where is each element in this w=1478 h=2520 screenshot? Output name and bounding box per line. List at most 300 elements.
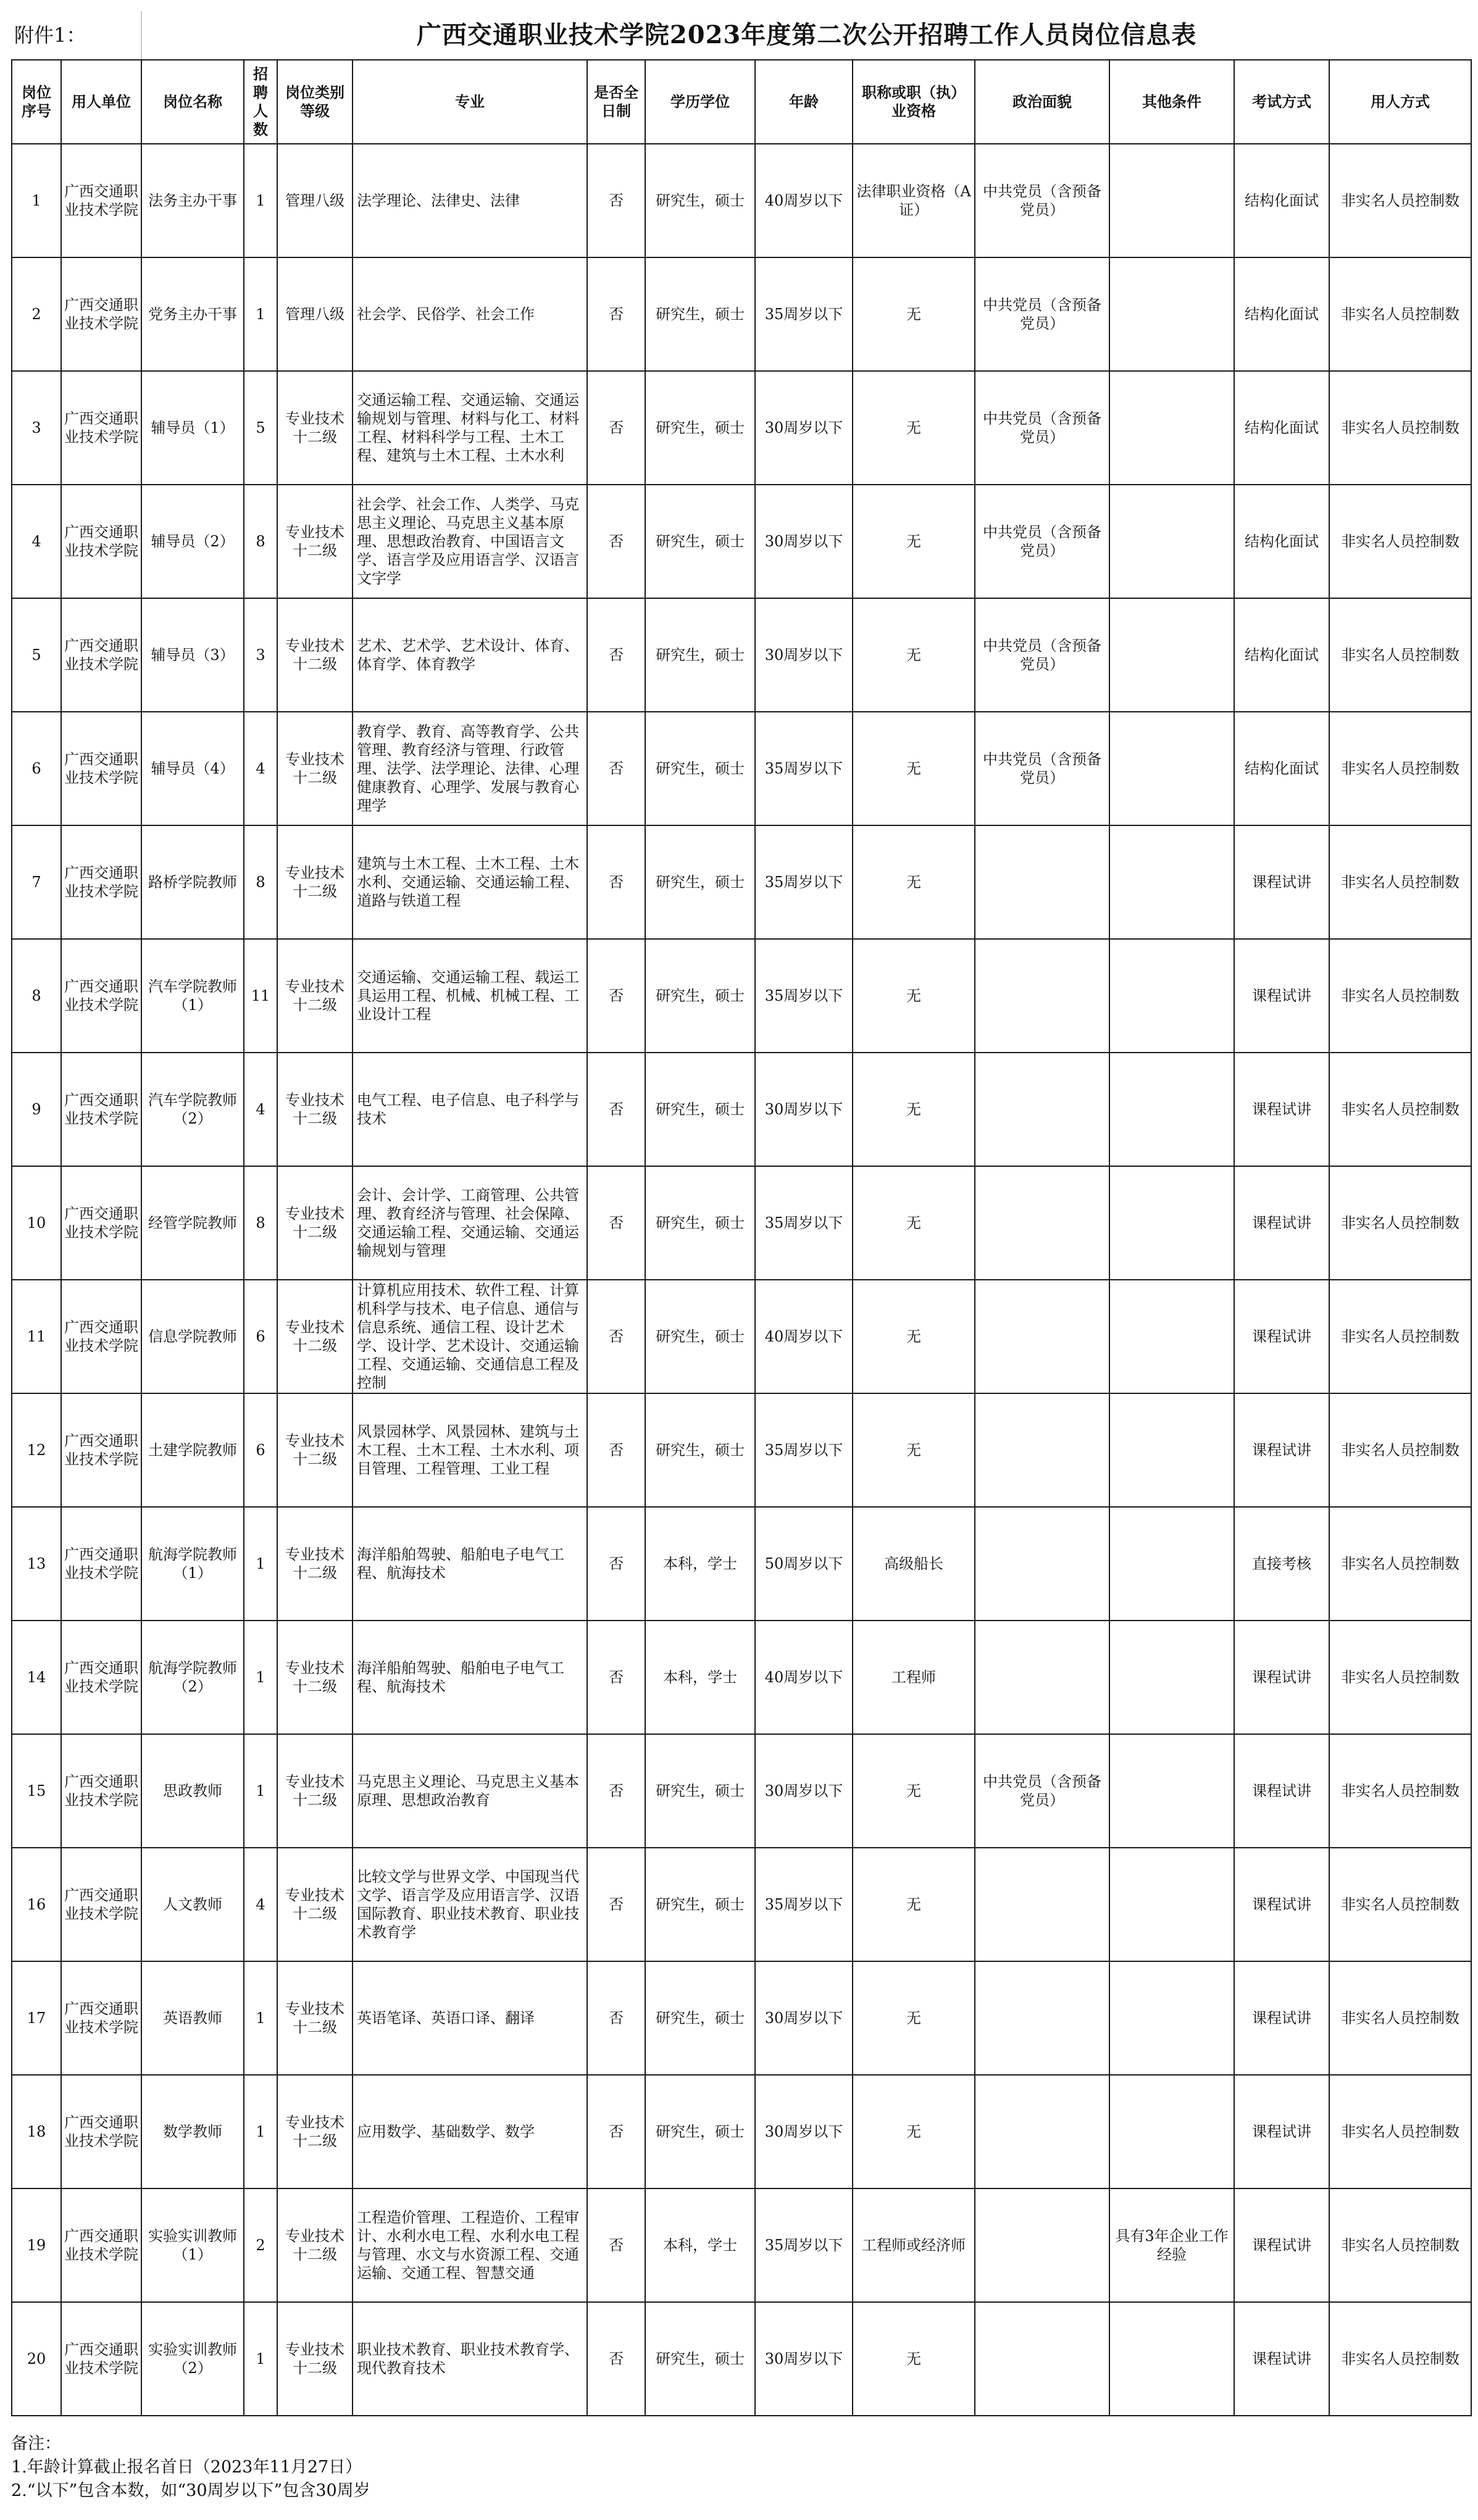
age-cell: 30周岁以下 — [755, 2302, 853, 2416]
age-cell: 35周岁以下 — [755, 1848, 853, 1961]
major-cell: 电气工程、电子信息、电子科学与技术 — [353, 1053, 587, 1166]
employment-method-cell: 非实名人员控制数 — [1329, 1848, 1471, 1961]
exam-method-cell: 课程试讲 — [1234, 1280, 1329, 1393]
exam-method-cell: 结构化面试 — [1234, 371, 1329, 485]
fulltime-cell: 否 — [587, 1961, 645, 2075]
age-cell: 30周岁以下 — [755, 1734, 853, 1848]
post-number-cell: 1 — [12, 144, 61, 257]
exam-method-cell: 结构化面试 — [1234, 485, 1329, 598]
post-level-cell: 管理八级 — [277, 144, 353, 257]
exam-method-cell: 直接考核 — [1234, 1507, 1329, 1621]
headcount-cell: 1 — [244, 1507, 277, 1621]
post-level-cell: 专业技术十二级 — [277, 485, 353, 598]
age-cell: 35周岁以下 — [755, 2188, 853, 2302]
table-row — [12, 144, 1471, 257]
headcount-cell: 5 — [244, 371, 277, 485]
political-status-cell: 中共党员（含预备党员） — [975, 712, 1109, 825]
post-level-cell: 专业技术十二级 — [277, 1280, 353, 1393]
degree-cell: 本科，学士 — [645, 1507, 755, 1621]
fulltime-cell: 否 — [587, 2302, 645, 2416]
post-number-cell: 8 — [12, 939, 61, 1053]
political-status-cell: 中共党员（含预备党员） — [975, 371, 1109, 485]
degree-cell: 研究生，硕士 — [645, 939, 755, 1053]
table-row — [12, 1166, 1471, 1280]
degree-cell: 研究生，硕士 — [645, 257, 755, 371]
exam-method-cell: 课程试讲 — [1234, 1848, 1329, 1961]
column-header: 用人单位 — [61, 60, 141, 144]
post-level-cell: 专业技术十二级 — [277, 1961, 353, 2075]
other-conditions-cell — [1109, 144, 1234, 257]
fulltime-cell: 否 — [587, 1280, 645, 1393]
post-name-cell: 辅导员（4） — [141, 712, 244, 825]
employer-cell: 广西交通职业技术学院 — [61, 485, 141, 598]
post-level-cell: 专业技术十二级 — [277, 939, 353, 1053]
qualification-cell: 无 — [853, 825, 975, 939]
fulltime-cell: 否 — [587, 1621, 645, 1734]
post-number-cell: 18 — [12, 2075, 61, 2188]
qualification-cell: 无 — [853, 939, 975, 1053]
headcount-cell: 1 — [244, 1734, 277, 1848]
fulltime-cell: 否 — [587, 1053, 645, 1166]
fulltime-cell: 否 — [587, 1507, 645, 1621]
degree-cell: 本科，学士 — [645, 2188, 755, 2302]
employer-cell: 广西交通职业技术学院 — [61, 1053, 141, 1166]
column-header: 政治面貌 — [975, 60, 1109, 144]
fulltime-cell: 否 — [587, 939, 645, 1053]
age-cell: 30周岁以下 — [755, 1053, 853, 1166]
political-status-cell — [975, 2302, 1109, 2416]
exam-method-cell: 课程试讲 — [1234, 1621, 1329, 1734]
recruitment-sheet — [11, 11, 1471, 2416]
other-conditions-cell — [1109, 257, 1234, 371]
headcount-cell: 4 — [244, 1848, 277, 1961]
table-row — [12, 485, 1471, 598]
fulltime-cell: 否 — [587, 371, 645, 485]
post-number-cell: 2 — [12, 257, 61, 371]
table-row — [12, 1393, 1471, 1507]
degree-cell: 研究生，硕士 — [645, 1734, 755, 1848]
post-number-cell: 3 — [12, 371, 61, 485]
employment-method-cell: 非实名人员控制数 — [1329, 1507, 1471, 1621]
degree-cell: 研究生，硕士 — [645, 1393, 755, 1507]
table-row — [12, 1734, 1471, 1848]
table-row — [12, 1053, 1471, 1166]
table-row — [12, 1507, 1471, 1621]
exam-method-cell: 课程试讲 — [1234, 1053, 1329, 1166]
employment-method-cell: 非实名人员控制数 — [1329, 1280, 1471, 1393]
headcount-cell: 8 — [244, 1166, 277, 1280]
column-header: 年龄 — [755, 60, 853, 144]
qualification-cell: 法律职业资格（A证） — [853, 144, 975, 257]
major-cell: 法学理论、法律史、法律 — [353, 144, 587, 257]
employer-cell: 广西交通职业技术学院 — [61, 712, 141, 825]
other-conditions-cell — [1109, 598, 1234, 712]
employer-cell: 广西交通职业技术学院 — [61, 825, 141, 939]
post-name-cell: 人文教师 — [141, 1848, 244, 1961]
political-status-cell: 中共党员（含预备党员） — [975, 144, 1109, 257]
qualification-cell: 无 — [853, 1848, 975, 1961]
column-header: 学历学位 — [645, 60, 755, 144]
qualification-cell: 无 — [853, 1393, 975, 1507]
post-level-cell: 专业技术十二级 — [277, 2075, 353, 2188]
political-status-cell — [975, 1280, 1109, 1393]
post-name-cell: 土建学院教师 — [141, 1393, 244, 1507]
post-name-cell: 数学教师 — [141, 2075, 244, 2188]
major-cell: 英语笔译、英语口译、翻译 — [353, 1961, 587, 2075]
age-cell: 30周岁以下 — [755, 2075, 853, 2188]
degree-cell: 研究生，硕士 — [645, 825, 755, 939]
post-level-cell: 管理八级 — [277, 257, 353, 371]
exam-method-cell: 课程试讲 — [1234, 939, 1329, 1053]
major-cell: 马克思主义理论、马克思主义基本原理、思想政治教育 — [353, 1734, 587, 1848]
qualification-cell: 工程师或经济师 — [853, 2188, 975, 2302]
major-cell: 社会学、社会工作、人类学、马克思主义理论、马克思主义基本原理、思想政治教育、中国语言文学、语言学及应用语言学、汉语言文字学 — [353, 485, 587, 598]
major-cell: 计算机应用技术、软件工程、计算机科学与技术、电子信息、通信与信息系统、通信工程、设计艺术学、设计学、艺术设计、交通运输工程、交通运输、交通信息工程及控制 — [353, 1280, 587, 1393]
headcount-cell: 1 — [244, 1961, 277, 2075]
age-cell: 35周岁以下 — [755, 712, 853, 825]
employer-cell: 广西交通职业技术学院 — [61, 2188, 141, 2302]
major-cell: 风景园林学、风景园林、建筑与土木工程、土木工程、土木水利、项目管理、工程管理、工业工程 — [353, 1393, 587, 1507]
post-number-cell: 19 — [12, 2188, 61, 2302]
other-conditions-cell — [1109, 1621, 1234, 1734]
political-status-cell — [975, 2075, 1109, 2188]
post-number-cell: 15 — [12, 1734, 61, 1848]
political-status-cell: 中共党员（含预备党员） — [975, 485, 1109, 598]
post-name-cell: 路桥学院教师 — [141, 825, 244, 939]
employer-cell: 广西交通职业技术学院 — [61, 1734, 141, 1848]
post-name-cell: 航海学院教师（2） — [141, 1621, 244, 1734]
post-number-cell: 20 — [12, 2302, 61, 2416]
note-item-2: 2.“以下”包含本数，如“30周岁以下”包含30周岁 — [11, 2481, 370, 2500]
degree-cell: 研究生，硕士 — [645, 371, 755, 485]
headcount-cell: 11 — [244, 939, 277, 1053]
post-name-cell: 法务主办干事 — [141, 144, 244, 257]
political-status-cell — [975, 1507, 1109, 1621]
age-cell: 35周岁以下 — [755, 939, 853, 1053]
post-number-cell: 6 — [12, 712, 61, 825]
notes-heading: 备注： — [11, 2434, 61, 2453]
employment-method-cell: 非实名人员控制数 — [1329, 1053, 1471, 1166]
age-cell: 30周岁以下 — [755, 598, 853, 712]
political-status-cell — [975, 939, 1109, 1053]
post-name-cell: 实验实训教师（2） — [141, 2302, 244, 2416]
other-conditions-cell — [1109, 1166, 1234, 1280]
degree-cell: 研究生，硕士 — [645, 1848, 755, 1961]
qualification-cell: 无 — [853, 712, 975, 825]
post-name-cell: 信息学院教师 — [141, 1280, 244, 1393]
headcount-cell: 1 — [244, 2075, 277, 2188]
employment-method-cell: 非实名人员控制数 — [1329, 825, 1471, 939]
post-level-cell: 专业技术十二级 — [277, 1848, 353, 1961]
degree-cell: 研究生，硕士 — [645, 1166, 755, 1280]
political-status-cell — [975, 1621, 1109, 1734]
other-conditions-cell — [1109, 485, 1234, 598]
age-cell: 40周岁以下 — [755, 1621, 853, 1734]
employment-method-cell: 非实名人员控制数 — [1329, 1621, 1471, 1734]
fulltime-cell: 否 — [587, 2188, 645, 2302]
table-row — [12, 371, 1471, 485]
headcount-cell: 1 — [244, 144, 277, 257]
post-name-cell: 辅导员（2） — [141, 485, 244, 598]
note-item-1: 1.年龄计算截止报名首日（2023年11月27日） — [11, 2458, 362, 2477]
employer-cell: 广西交通职业技术学院 — [61, 144, 141, 257]
qualification-cell: 高级船长 — [853, 1507, 975, 1621]
column-header: 职称或职（执）业资格 — [853, 60, 975, 144]
political-status-cell — [975, 1848, 1109, 1961]
positions-table — [11, 11, 1472, 2416]
table-body — [12, 144, 1471, 2416]
post-level-cell: 专业技术十二级 — [277, 1507, 353, 1621]
political-status-cell: 中共党员（含预备党员） — [975, 1734, 1109, 1848]
other-conditions-cell — [1109, 1961, 1234, 2075]
age-cell: 30周岁以下 — [755, 1961, 853, 2075]
post-level-cell: 专业技术十二级 — [277, 712, 353, 825]
fulltime-cell: 否 — [587, 1393, 645, 1507]
employment-method-cell: 非实名人员控制数 — [1329, 257, 1471, 371]
political-status-cell: 中共党员（含预备党员） — [975, 257, 1109, 371]
political-status-cell — [975, 1166, 1109, 1280]
major-cell: 建筑与土木工程、土木工程、土木水利、交通运输、交通运输工程、道路与铁道工程 — [353, 825, 587, 939]
column-header: 是否全日制 — [587, 60, 645, 144]
table-row — [12, 1848, 1471, 1961]
age-cell: 40周岁以下 — [755, 1280, 853, 1393]
exam-method-cell: 课程试讲 — [1234, 1393, 1329, 1507]
exam-method-cell: 课程试讲 — [1234, 2075, 1329, 2188]
qualification-cell: 无 — [853, 2075, 975, 2188]
age-cell: 35周岁以下 — [755, 1166, 853, 1280]
other-conditions-cell — [1109, 1848, 1234, 1961]
employment-method-cell: 非实名人员控制数 — [1329, 1166, 1471, 1280]
header-row — [12, 60, 1471, 144]
post-name-cell: 汽车学院教师（2） — [141, 1053, 244, 1166]
employer-cell: 广西交通职业技术学院 — [61, 1848, 141, 1961]
qualification-cell: 无 — [853, 485, 975, 598]
post-level-cell: 专业技术十二级 — [277, 825, 353, 939]
column-header: 岗位序号 — [12, 60, 61, 144]
column-header: 岗位名称 — [141, 60, 244, 144]
major-cell: 会计、会计学、工商管理、公共管理、教育经济与管理、社会保障、交通运输工程、交通运输、交通运输规划与管理 — [353, 1166, 587, 1280]
headcount-cell: 8 — [244, 485, 277, 598]
political-status-cell — [975, 1961, 1109, 2075]
headcount-cell: 2 — [244, 2188, 277, 2302]
post-level-cell: 专业技术十二级 — [277, 1393, 353, 1507]
degree-cell: 研究生，硕士 — [645, 1053, 755, 1166]
exam-method-cell: 结构化面试 — [1234, 257, 1329, 371]
fulltime-cell: 否 — [587, 2075, 645, 2188]
table-row — [12, 825, 1471, 939]
column-header: 专业 — [353, 60, 587, 144]
employment-method-cell: 非实名人员控制数 — [1329, 371, 1471, 485]
major-cell: 海洋船舶驾驶、船舶电子电气工程、航海技术 — [353, 1507, 587, 1621]
employment-method-cell: 非实名人员控制数 — [1329, 1961, 1471, 2075]
fulltime-cell: 否 — [587, 598, 645, 712]
employer-cell: 广西交通职业技术学院 — [61, 371, 141, 485]
age-cell: 35周岁以下 — [755, 1393, 853, 1507]
major-cell: 交通运输、交通运输工程、载运工具运用工程、机械、机械工程、工业设计工程 — [353, 939, 587, 1053]
post-number-cell: 9 — [12, 1053, 61, 1166]
degree-cell: 研究生，硕士 — [645, 598, 755, 712]
table-row — [12, 2075, 1471, 2188]
post-name-cell: 党务主办干事 — [141, 257, 244, 371]
employer-cell: 广西交通职业技术学院 — [61, 1961, 141, 2075]
post-name-cell: 辅导员（3） — [141, 598, 244, 712]
headcount-cell: 4 — [244, 712, 277, 825]
employment-method-cell: 非实名人员控制数 — [1329, 144, 1471, 257]
table-row — [12, 2188, 1471, 2302]
fulltime-cell: 否 — [587, 1734, 645, 1848]
fulltime-cell: 否 — [587, 712, 645, 825]
employer-cell: 广西交通职业技术学院 — [61, 2075, 141, 2188]
post-name-cell: 思政教师 — [141, 1734, 244, 1848]
headcount-cell: 1 — [244, 2302, 277, 2416]
other-conditions-cell — [1109, 2075, 1234, 2188]
post-level-cell: 专业技术十二级 — [277, 371, 353, 485]
employer-cell: 广西交通职业技术学院 — [61, 598, 141, 712]
other-conditions-cell — [1109, 1393, 1234, 1507]
table-row — [12, 1961, 1471, 2075]
age-cell: 40周岁以下 — [755, 144, 853, 257]
age-cell: 35周岁以下 — [755, 257, 853, 371]
employment-method-cell: 非实名人员控制数 — [1329, 2188, 1471, 2302]
exam-method-cell: 课程试讲 — [1234, 2302, 1329, 2416]
political-status-cell: 中共党员（含预备党员） — [975, 598, 1109, 712]
other-conditions-cell — [1109, 1053, 1234, 1166]
employment-method-cell: 非实名人员控制数 — [1329, 2075, 1471, 2188]
exam-method-cell: 结构化面试 — [1234, 144, 1329, 257]
employer-cell: 广西交通职业技术学院 — [61, 939, 141, 1053]
other-conditions-cell — [1109, 371, 1234, 485]
employment-method-cell: 非实名人员控制数 — [1329, 712, 1471, 825]
employer-cell: 广西交通职业技术学院 — [61, 2302, 141, 2416]
age-cell: 30周岁以下 — [755, 485, 853, 598]
other-conditions-cell — [1109, 1734, 1234, 1848]
table-row — [12, 598, 1471, 712]
column-header: 招聘人数 — [244, 60, 277, 144]
post-number-cell: 16 — [12, 1848, 61, 1961]
major-cell: 职业技术教育、职业技术教育学、现代教育技术 — [353, 2302, 587, 2416]
post-name-cell: 辅导员（1） — [141, 371, 244, 485]
headcount-cell: 4 — [244, 1053, 277, 1166]
post-name-cell: 经管学院教师 — [141, 1166, 244, 1280]
political-status-cell — [975, 825, 1109, 939]
fulltime-cell: 否 — [587, 144, 645, 257]
employer-cell: 广西交通职业技术学院 — [61, 257, 141, 371]
age-cell: 35周岁以下 — [755, 825, 853, 939]
post-number-cell: 11 — [12, 1280, 61, 1393]
degree-cell: 研究生，硕士 — [645, 1280, 755, 1393]
major-cell: 教育学、教育、高等教育学、公共管理、教育经济与管理、行政管理、法学、法学理论、法律、心理健康教育、心理学、发展与教育心理学 — [353, 712, 587, 825]
fulltime-cell: 否 — [587, 1166, 645, 1280]
qualification-cell: 无 — [853, 598, 975, 712]
employer-cell: 广西交通职业技术学院 — [61, 1280, 141, 1393]
employment-method-cell: 非实名人员控制数 — [1329, 939, 1471, 1053]
major-cell: 海洋船舶驾驶、船舶电子电气工程、航海技术 — [353, 1621, 587, 1734]
table-row — [12, 2302, 1471, 2416]
degree-cell: 研究生，硕士 — [645, 712, 755, 825]
post-name-cell: 航海学院教师（1） — [141, 1507, 244, 1621]
column-header: 考试方式 — [1234, 60, 1329, 144]
degree-cell: 本科，学士 — [645, 1621, 755, 1734]
other-conditions-cell: 具有3年企业工作经验 — [1109, 2188, 1234, 2302]
employment-method-cell: 非实名人员控制数 — [1329, 2302, 1471, 2416]
major-cell: 交通运输工程、交通运输、交通运输规划与管理、材料与化工、材料工程、材料科学与工程、土木工程、建筑与土木工程、土木水利 — [353, 371, 587, 485]
post-level-cell: 专业技术十二级 — [277, 1166, 353, 1280]
headcount-cell: 3 — [244, 598, 277, 712]
other-conditions-cell — [1109, 939, 1234, 1053]
other-conditions-cell — [1109, 1280, 1234, 1393]
post-number-cell: 10 — [12, 1166, 61, 1280]
qualification-cell: 无 — [853, 1053, 975, 1166]
degree-cell: 研究生，硕士 — [645, 2302, 755, 2416]
qualification-cell: 无 — [853, 1734, 975, 1848]
fulltime-cell: 否 — [587, 825, 645, 939]
table-row — [12, 1280, 1471, 1393]
other-conditions-cell — [1109, 1507, 1234, 1621]
fulltime-cell: 否 — [587, 1848, 645, 1961]
post-level-cell: 专业技术十二级 — [277, 2188, 353, 2302]
age-cell: 30周岁以下 — [755, 371, 853, 485]
qualification-cell: 无 — [853, 257, 975, 371]
qualification-cell: 无 — [853, 1961, 975, 2075]
post-level-cell: 专业技术十二级 — [277, 1621, 353, 1734]
political-status-cell — [975, 2188, 1109, 2302]
employment-method-cell: 非实名人员控制数 — [1329, 485, 1471, 598]
post-name-cell: 英语教师 — [141, 1961, 244, 2075]
degree-cell: 研究生，硕士 — [645, 1961, 755, 2075]
degree-cell: 研究生，硕士 — [645, 2075, 755, 2188]
column-header: 岗位类别等级 — [277, 60, 353, 144]
qualification-cell: 无 — [853, 1280, 975, 1393]
table-row — [12, 257, 1471, 371]
post-number-cell: 12 — [12, 1393, 61, 1507]
employer-cell: 广西交通职业技术学院 — [61, 1166, 141, 1280]
post-number-cell: 5 — [12, 598, 61, 712]
post-number-cell: 4 — [12, 485, 61, 598]
post-number-cell: 7 — [12, 825, 61, 939]
post-level-cell: 专业技术十二级 — [277, 1053, 353, 1166]
major-cell: 社会学、民俗学、社会工作 — [353, 257, 587, 371]
attachment-label: 附件1： — [12, 11, 141, 60]
major-cell: 比较文学与世界文学、中国现当代文学、语言学及应用语言学、汉语国际教育、职业技术教育、职业技术教育学 — [353, 1848, 587, 1961]
headcount-cell: 1 — [244, 257, 277, 371]
qualification-cell: 无 — [853, 1166, 975, 1280]
other-conditions-cell — [1109, 825, 1234, 939]
degree-cell: 研究生，硕士 — [645, 485, 755, 598]
table-row — [12, 712, 1471, 825]
headcount-cell: 1 — [244, 1621, 277, 1734]
exam-method-cell: 结构化面试 — [1234, 712, 1329, 825]
other-conditions-cell — [1109, 712, 1234, 825]
title-row — [12, 11, 1471, 60]
post-number-cell: 13 — [12, 1507, 61, 1621]
fulltime-cell: 否 — [587, 485, 645, 598]
qualification-cell: 无 — [853, 2302, 975, 2416]
table-row — [12, 1621, 1471, 1734]
age-cell: 50周岁以下 — [755, 1507, 853, 1621]
major-cell: 应用数学、基础数学、数学 — [353, 2075, 587, 2188]
exam-method-cell: 课程试讲 — [1234, 1961, 1329, 2075]
qualification-cell: 工程师 — [853, 1621, 975, 1734]
other-conditions-cell — [1109, 2302, 1234, 2416]
post-number-cell: 14 — [12, 1621, 61, 1734]
column-header: 其他条件 — [1109, 60, 1234, 144]
post-number-cell: 17 — [12, 1961, 61, 2075]
political-status-cell — [975, 1053, 1109, 1166]
exam-method-cell: 课程试讲 — [1234, 1734, 1329, 1848]
employment-method-cell: 非实名人员控制数 — [1329, 1393, 1471, 1507]
notes-section — [11, 2432, 370, 2503]
headcount-cell: 6 — [244, 1280, 277, 1393]
